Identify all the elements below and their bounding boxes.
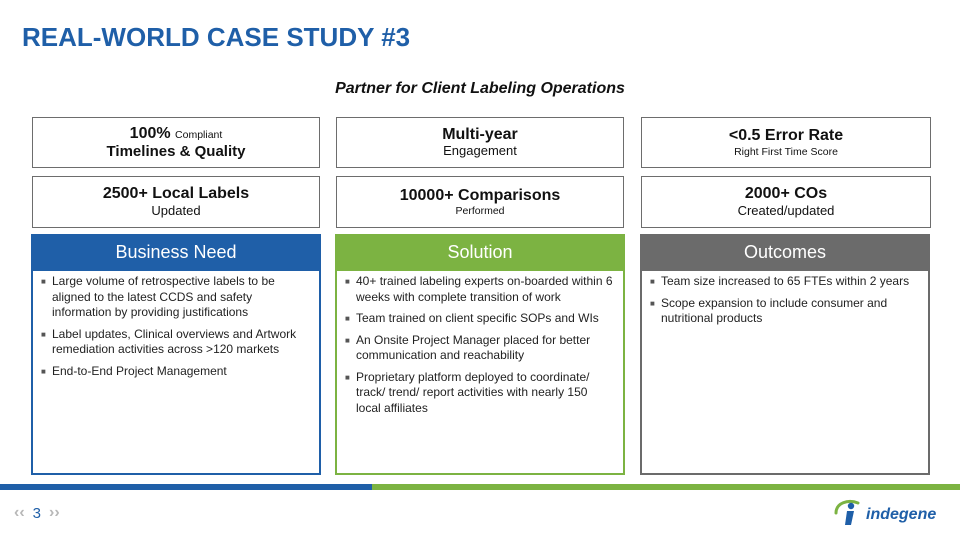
bullet-icon: ■ [650, 298, 655, 308]
list-item: ■ Scope expansion to include consumer and nutritional products [650, 295, 888, 325]
stat-caption: Performed [455, 205, 505, 218]
bullet-icon: ■ [345, 314, 350, 323]
pager [14, 504, 60, 522]
stat-value: 10000+ Comparisons [399, 186, 561, 204]
page-title: REAL-WORLD CASE STUDY #3 [22, 22, 411, 52]
list-item: ■ Proprietary platform deployed to coordinate/ track/ trend/ report activities with nearly 150 local affiliates [345, 369, 590, 415]
stat-value: Multi-year [442, 125, 518, 143]
list-item: ■ An Onsite Project Manager placed for better communication and reachability [345, 332, 591, 362]
bullet-icon: ■ [345, 277, 350, 286]
stat-value: <0.5 Error Rate [728, 127, 844, 145]
list-item: ■ Label updates, Clinical overviews and Artwork remediation activities across >120 markets [41, 326, 297, 356]
business-need-header: Business Need [31, 234, 321, 271]
business-need-panel [31, 271, 321, 475]
solution-panel [335, 271, 625, 475]
page-number: 3 [32, 504, 41, 522]
list-item: ■ 40+ trained labeling experts on-boarded within 6 weeks with complete transition of work [345, 274, 613, 304]
solution-list [345, 274, 613, 416]
bullet-icon: ■ [41, 277, 46, 286]
logo-wordmark: indegene [866, 506, 937, 523]
indegene-logo-icon [832, 497, 866, 527]
bullet-icon: ■ [650, 277, 655, 286]
business-need-list [41, 274, 309, 379]
stat-box-compliance-headline [130, 125, 223, 143]
indegene-logo [832, 497, 944, 527]
chevron-right-icon[interactable]: ›› [49, 504, 60, 521]
stat-caption: Right First Time Score [734, 145, 838, 158]
list-item: ■ Team size increased to 65 FTEs within 2 years [650, 274, 910, 288]
stat-caption: Timelines & Quality [106, 143, 246, 161]
stat-value: 100% [129, 124, 171, 142]
footer-bar-blue [0, 484, 372, 490]
bullet-icon: ■ [345, 372, 350, 382]
footer-bar-green [372, 484, 960, 490]
stat-box-local-labels [32, 176, 320, 228]
bullet-icon: ■ [41, 329, 46, 339]
outcomes-panel [640, 271, 930, 475]
stat-box-comparisons [336, 176, 624, 228]
stat-value: 2000+ COs [744, 185, 828, 203]
stat-box-error-rate [641, 117, 931, 168]
outcomes-header: Outcomes [640, 234, 930, 271]
outcomes-list [650, 274, 918, 327]
chevron-left-icon[interactable]: ‹‹ [14, 504, 25, 521]
list-item: ■ Large volume of retrospective labels to be aligned to the latest CCDS and safety information by providing justifications [41, 274, 275, 319]
bullet-icon: ■ [345, 335, 350, 345]
stat-qualifier: Compliant [175, 128, 223, 141]
stat-caption: Created/updated [737, 202, 835, 218]
list-item: ■ End-to-End Project Management [41, 363, 227, 378]
list-item: ■ Team trained on client specific SOPs and WIs [345, 311, 599, 325]
page-subtitle: Partner for Client Labeling Operations [335, 80, 625, 97]
stat-value: 2500+ Local Labels [102, 185, 250, 203]
stat-caption: Engagement [443, 143, 517, 159]
bullet-icon: ■ [41, 366, 46, 376]
solution-header: Solution [335, 234, 625, 271]
stat-caption: Updated [151, 202, 201, 218]
stat-box-engagement [336, 117, 624, 168]
stat-box-compliance [32, 117, 320, 168]
stat-box-cos [641, 176, 931, 228]
